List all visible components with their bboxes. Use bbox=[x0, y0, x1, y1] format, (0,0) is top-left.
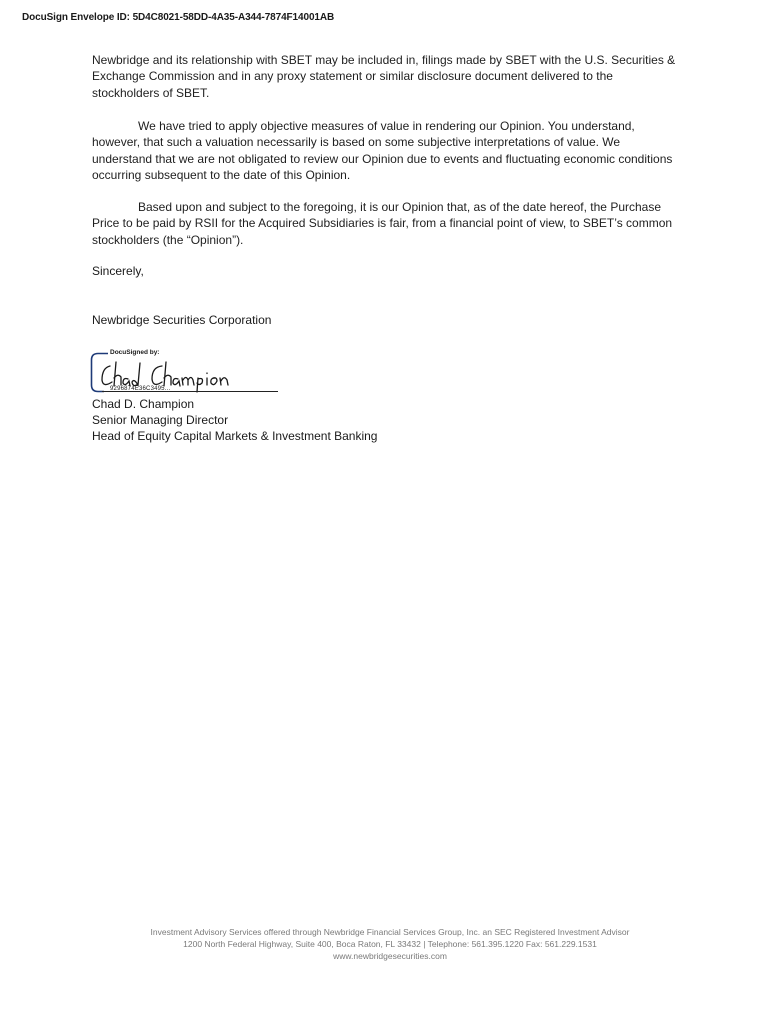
signer-department: Head of Equity Capital Markets & Investment Banking bbox=[92, 429, 378, 443]
paragraph-disclosure: Newbridge and its relationship with SBET may be included in, filings made by SBET with the U.S. Securities & Exchange Commission and in any proxy statement or similar disclosure document delivered to the stockholders of SBET. bbox=[92, 53, 676, 100]
signature-line bbox=[102, 391, 278, 392]
footer-advisory-line: Investment Advisory Services offered through Newbridge Financial Services Group, Inc. an SEC Registered Investment Advisor bbox=[150, 927, 630, 937]
signer-name: Chad D. Champion bbox=[92, 397, 195, 411]
company-name: Newbridge Securities Corporation bbox=[92, 313, 272, 327]
paragraph-valuation bbox=[92, 118, 682, 184]
docusign-envelope-id: DocuSign Envelope ID: 5D4C8021-58DD-4A35-A344-7874F14001AB bbox=[22, 12, 335, 23]
paragraph-opinion-text: Based upon and subject to the foregoing, it is our Opinion that, as of the date hereof, the Purchase Price to be paid by RSII for the Acquired Subsidiaries is fair, from a financial point of view, to SBET’s common stockholders (the “Opinion”). bbox=[92, 200, 673, 247]
footer-website: www.newbridgesecurities.com bbox=[333, 951, 447, 961]
paragraph-opinion bbox=[92, 199, 682, 248]
signer-title: Senior Managing Director bbox=[92, 413, 229, 427]
docusigned-label: DocuSigned by: bbox=[110, 349, 160, 356]
paragraph-valuation-text: We have tried to apply objective measures of value in rendering our Opinion. You understand, however, that such a valuation necessarily is based on some subjective interpretations of value. We understand that we are not obligated to review our Opinion due to events and fluctuating economic conditions occurring subsequent to the date of this Opinion. bbox=[92, 119, 673, 183]
signature-id: 9296874E36C3495... bbox=[110, 386, 171, 392]
footer-address-line: 1200 North Federal Highway, Suite 400, Boca Raton, FL 33432 | Telephone: 561.395.1220 Fax: 561.229.1531 bbox=[183, 939, 597, 949]
letterhead-footer bbox=[0, 926, 780, 962]
closing: Sincerely, bbox=[92, 264, 144, 278]
